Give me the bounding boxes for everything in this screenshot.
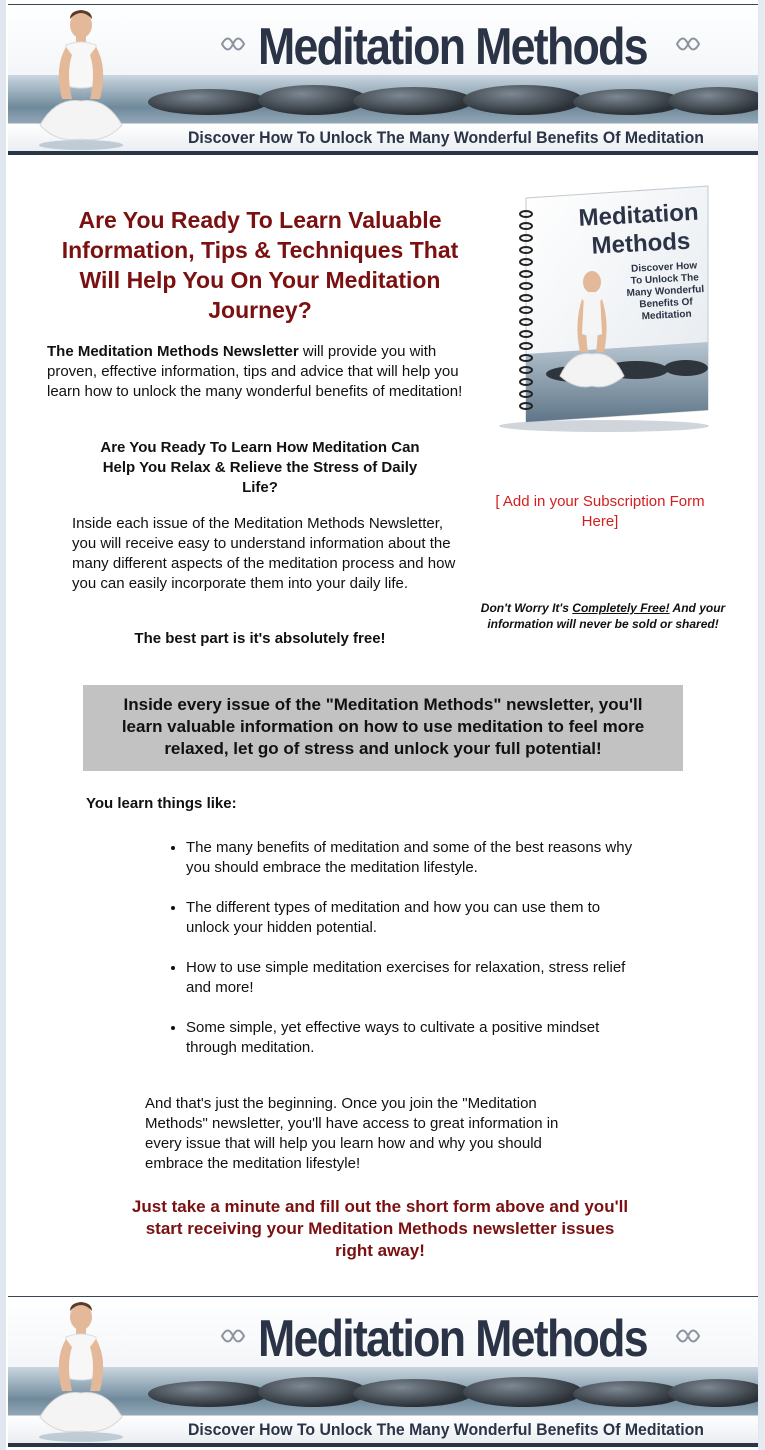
stone-image xyxy=(668,1379,758,1407)
list-item: • The different types of meditation and how you can use them to unlock your hidden potential. xyxy=(186,898,636,938)
footer-banner xyxy=(8,1296,758,1447)
free-statement: The best part is it's absolutely free! xyxy=(134,630,386,647)
subscription-form-placeholder[interactable]: [ Add in your Subscription Form Here] xyxy=(495,493,705,530)
intro-text: will provide you with proven, effective information, tips and advice that will help you learn how to unlock the many wonderful benefits of meditation! xyxy=(47,343,463,400)
issue-paragraph: Inside each issue of the Meditation Methods Newsletter, you will receive easy to understand information about the many different aspects of the meditation process and how you can easily incorporate them into your daily life. xyxy=(72,515,456,592)
closing-paragraph: And that's just the beginning. Once you join the "Meditation Methods" newsletter, you'll have access to great information in every issue that will help you learn how and why you should embrace the meditation lifestyle! xyxy=(145,1095,559,1172)
stone-image xyxy=(668,87,758,115)
ebook-title-line1: Meditation xyxy=(577,198,700,232)
learn-label: You learn things like: xyxy=(86,795,237,812)
list-item: • Some simple, yet effective ways to cultivate a positive mindset through meditation. xyxy=(186,1018,636,1058)
subheading: Are You Ready To Learn How Meditation Can Help You Relax & Relieve the Stress of Daily Life? xyxy=(100,439,420,496)
banner-subtitle: Discover How To Unlock The Many Wonderful Benefits Of Meditation xyxy=(188,128,704,147)
stone-image xyxy=(148,89,268,115)
ebook-title-line2: Methods xyxy=(590,227,691,260)
stone-image xyxy=(353,87,473,115)
banner-title: Meditation Methods xyxy=(258,1310,647,1368)
stone-image xyxy=(258,85,368,115)
stone-image xyxy=(573,89,683,115)
banner-title: Meditation Methods xyxy=(258,18,647,76)
meditating-woman-image xyxy=(26,7,136,153)
benefits-list xyxy=(166,838,636,1078)
intro-bold: The Meditation Methods Newsletter xyxy=(47,343,299,360)
lotus-ornament-icon xyxy=(673,29,703,59)
lotus-ornament-icon xyxy=(218,29,248,59)
stone-image xyxy=(148,1381,268,1407)
list-item: • How to use simple meditation exercises for relaxation, stress relief and more! xyxy=(186,958,636,998)
free-note-emphasis: Completely Free! xyxy=(572,601,670,615)
stone-image xyxy=(463,85,583,115)
header-banner xyxy=(8,4,758,155)
free-note-pre: Don't Worry It's xyxy=(480,601,573,615)
meditating-woman-image xyxy=(26,1299,136,1445)
privacy-note xyxy=(478,600,728,632)
intro-paragraph xyxy=(47,342,467,402)
lotus-ornament-icon xyxy=(218,1321,248,1351)
page-headline: Are You Ready To Learn Valuable Information, Tips & Techniques That Will Help You On Your Meditation Journey? xyxy=(61,207,459,323)
stone-image xyxy=(258,1377,368,1407)
free-note-post: And your information will never be sold or shared! xyxy=(487,601,726,631)
call-to-action: Just take a minute and fill out the short form above and you'll start receiving your Meditation Methods newsletter issues right away! xyxy=(131,1197,629,1260)
ebook-cover-image xyxy=(486,184,716,434)
highlight-box: Inside every issue of the "Meditation Methods" newsletter, you'll learn valuable information on how to use meditation to feel more relaxed, let go of stress and unlock your full potential! xyxy=(83,685,683,771)
stone-image xyxy=(353,1379,473,1407)
banner-subtitle: Discover How To Unlock The Many Wonderful Benefits Of Meditation xyxy=(188,1420,704,1439)
stone-image xyxy=(573,1381,683,1407)
stone-image xyxy=(463,1377,583,1407)
page-gutter xyxy=(759,0,765,1450)
lotus-ornament-icon xyxy=(673,1321,703,1351)
list-item: • The many benefits of meditation and some of the best reasons why you should embrace the meditation lifestyle. xyxy=(186,838,636,878)
ebook-subtitle: Discover How To Unlock The Many Wonderful Benefits Of Meditation xyxy=(626,260,705,323)
